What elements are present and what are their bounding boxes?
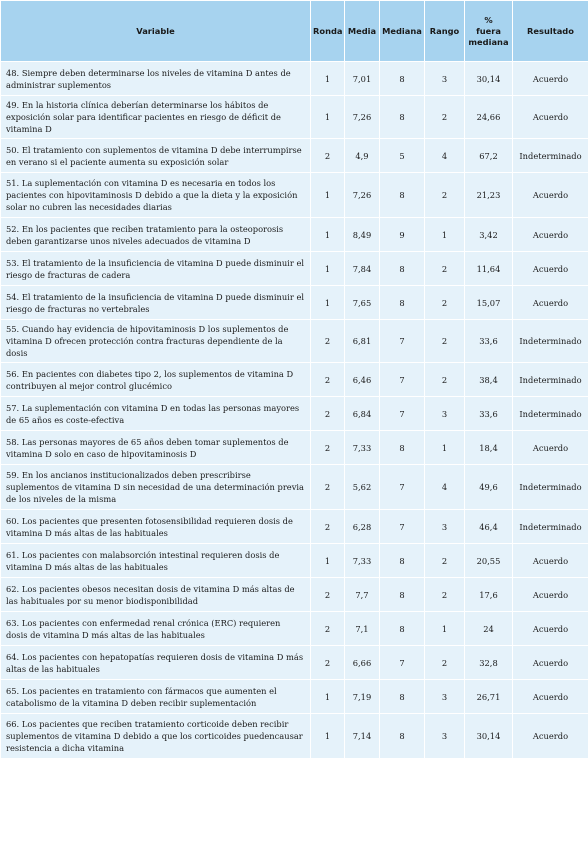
table-row bbox=[1, 286, 588, 320]
table-row bbox=[1, 714, 588, 759]
cell-pct-fuera-mediana: 18,4 bbox=[465, 431, 513, 465]
cell-variable: 56. En pacientes con diabetes tipo 2, los suplementos de vitamina D contribuyen al mejor control glucémico bbox=[1, 363, 311, 397]
cell-variable: 50. El tratamiento con suplementos de vitamina D debe interrumpirse en verano si el paciente aumenta su exposición solar bbox=[1, 139, 311, 173]
table-row bbox=[1, 578, 588, 612]
cell-pct-fuera-mediana: 24,66 bbox=[465, 96, 513, 139]
cell-resultado: Acuerdo bbox=[513, 218, 588, 252]
cell-media: 7,84 bbox=[345, 252, 380, 286]
table-row bbox=[1, 363, 588, 397]
cell-rango: 2 bbox=[425, 363, 465, 397]
table-row bbox=[1, 139, 588, 173]
cell-rango: 3 bbox=[425, 62, 465, 96]
cell-rango: 4 bbox=[425, 139, 465, 173]
header-variable: Variable bbox=[1, 1, 311, 62]
cell-ronda: 2 bbox=[311, 431, 345, 465]
cell-variable: 66. Los pacientes que reciben tratamiento corticoide deben recibir suplementos de vitamina D debido a que los corticoides puedencausar resistencia a dicha vitamina bbox=[1, 714, 311, 759]
cell-resultado: Acuerdo bbox=[513, 578, 588, 612]
cell-media: 7,14 bbox=[345, 714, 380, 759]
cell-variable: 59. En los ancianos institucionalizados deben prescribirse suplementos de vitamina D sin necesidad de una determinación previa de los niveles de la misma bbox=[1, 465, 311, 510]
header-row bbox=[1, 1, 588, 62]
cell-rango: 4 bbox=[425, 465, 465, 510]
cell-mediana: 8 bbox=[380, 431, 425, 465]
table-row bbox=[1, 510, 588, 544]
header-pct-line1: % bbox=[484, 14, 493, 25]
cell-ronda: 1 bbox=[311, 680, 345, 714]
cell-ronda: 1 bbox=[311, 252, 345, 286]
cell-mediana: 8 bbox=[380, 544, 425, 578]
cell-variable: 58. Las personas mayores de 65 años deben tomar suplementos de vitamina D solo en caso de hipovitaminosis D bbox=[1, 431, 311, 465]
cell-variable: 53. El tratamiento de la insuficiencia de vitamina D puede disminuir el riesgo de fracturas de cadera bbox=[1, 252, 311, 286]
table-row bbox=[1, 96, 588, 139]
cell-mediana: 8 bbox=[380, 680, 425, 714]
cell-variable: 65. Los pacientes en tratamiento con fármacos que aumenten el catabolismo de la vitamina D deben recibir suplementación bbox=[1, 680, 311, 714]
cell-rango: 3 bbox=[425, 397, 465, 431]
cell-pct-fuera-mediana: 38,4 bbox=[465, 363, 513, 397]
cell-rango: 2 bbox=[425, 286, 465, 320]
cell-ronda: 1 bbox=[311, 62, 345, 96]
cell-pct-fuera-mediana: 20,55 bbox=[465, 544, 513, 578]
cell-rango: 2 bbox=[425, 173, 465, 218]
cell-media: 7,33 bbox=[345, 544, 380, 578]
table-row bbox=[1, 252, 588, 286]
cell-pct-fuera-mediana: 15,07 bbox=[465, 286, 513, 320]
cell-rango: 2 bbox=[425, 320, 465, 363]
cell-rango: 2 bbox=[425, 252, 465, 286]
cell-rango: 2 bbox=[425, 578, 465, 612]
cell-rango: 3 bbox=[425, 714, 465, 759]
cell-ronda: 2 bbox=[311, 320, 345, 363]
cell-media: 8,49 bbox=[345, 218, 380, 252]
cell-media: 7,26 bbox=[345, 96, 380, 139]
cell-mediana: 8 bbox=[380, 96, 425, 139]
cell-variable: 52. En los pacientes que reciben tratamiento para la osteoporosis deben garantizarse unos niveles adecuados de vitamina D bbox=[1, 218, 311, 252]
cell-pct-fuera-mediana: 21,23 bbox=[465, 173, 513, 218]
cell-media: 6,81 bbox=[345, 320, 380, 363]
cell-ronda: 1 bbox=[311, 218, 345, 252]
cell-resultado: Acuerdo bbox=[513, 431, 588, 465]
cell-rango: 3 bbox=[425, 510, 465, 544]
table-header bbox=[1, 1, 588, 62]
cell-resultado: Acuerdo bbox=[513, 252, 588, 286]
cell-resultado: Indeterminado bbox=[513, 320, 588, 363]
cell-media: 6,84 bbox=[345, 397, 380, 431]
cell-ronda: 2 bbox=[311, 510, 345, 544]
cell-rango: 2 bbox=[425, 96, 465, 139]
cell-mediana: 9 bbox=[380, 218, 425, 252]
cell-pct-fuera-mediana: 33,6 bbox=[465, 397, 513, 431]
cell-ronda: 2 bbox=[311, 646, 345, 680]
table-body bbox=[1, 62, 588, 759]
cell-pct-fuera-mediana: 32,8 bbox=[465, 646, 513, 680]
header-media: Media bbox=[345, 1, 380, 62]
cell-rango: 1 bbox=[425, 218, 465, 252]
cell-media: 7,65 bbox=[345, 286, 380, 320]
cell-media: 6,28 bbox=[345, 510, 380, 544]
cell-resultado: Acuerdo bbox=[513, 612, 588, 646]
table-row bbox=[1, 320, 588, 363]
cell-ronda: 1 bbox=[311, 544, 345, 578]
cell-rango: 2 bbox=[425, 544, 465, 578]
cell-mediana: 5 bbox=[380, 139, 425, 173]
cell-pct-fuera-mediana: 24 bbox=[465, 612, 513, 646]
cell-pct-fuera-mediana: 26,71 bbox=[465, 680, 513, 714]
cell-ronda: 1 bbox=[311, 286, 345, 320]
header-ronda: Ronda bbox=[311, 1, 345, 62]
cell-variable: 63. Los pacientes con enfermedad renal crónica (ERC) requieren dosis de vitamina D más altas de las habituales bbox=[1, 612, 311, 646]
cell-variable: 51. La suplementación con vitamina D es necesaria en todos los pacientes con hipovitaminosis D debido a que la dieta y la exposición solar no cubren las necesidades diarias bbox=[1, 173, 311, 218]
cell-ronda: 2 bbox=[311, 397, 345, 431]
cell-media: 7,7 bbox=[345, 578, 380, 612]
cell-ronda: 2 bbox=[311, 612, 345, 646]
cell-pct-fuera-mediana: 33,6 bbox=[465, 320, 513, 363]
cell-resultado: Acuerdo bbox=[513, 173, 588, 218]
cell-mediana: 8 bbox=[380, 612, 425, 646]
cell-variable: 62. Los pacientes obesos necesitan dosis de vitamina D más altas de las habituales por su menor biodisponibilidad bbox=[1, 578, 311, 612]
header-rango: Rango bbox=[425, 1, 465, 62]
table-row bbox=[1, 218, 588, 252]
cell-mediana: 7 bbox=[380, 363, 425, 397]
cell-media: 7,01 bbox=[345, 62, 380, 96]
cell-media: 6,46 bbox=[345, 363, 380, 397]
cell-variable: 48. Siempre deben determinarse los niveles de vitamina D antes de administrar suplementos bbox=[1, 62, 311, 96]
cell-media: 4,9 bbox=[345, 139, 380, 173]
cell-variable: 54. El tratamiento de la insuficiencia de vitamina D puede disminuir el riesgo de fracturas no vertebrales bbox=[1, 286, 311, 320]
cell-rango: 3 bbox=[425, 680, 465, 714]
cell-mediana: 7 bbox=[380, 465, 425, 510]
cell-variable: 64. Los pacientes con hepatopatías requieren dosis de vitamina D más altas de las habituales bbox=[1, 646, 311, 680]
cell-mediana: 7 bbox=[380, 320, 425, 363]
cell-media: 5,62 bbox=[345, 465, 380, 510]
cell-resultado: Indeterminado bbox=[513, 363, 588, 397]
cell-resultado: Acuerdo bbox=[513, 646, 588, 680]
cell-ronda: 1 bbox=[311, 714, 345, 759]
cell-ronda: 2 bbox=[311, 139, 345, 173]
cell-pct-fuera-mediana: 67,2 bbox=[465, 139, 513, 173]
cell-resultado: Acuerdo bbox=[513, 96, 588, 139]
cell-ronda: 2 bbox=[311, 363, 345, 397]
cell-pct-fuera-mediana: 46,4 bbox=[465, 510, 513, 544]
table-row bbox=[1, 612, 588, 646]
cell-mediana: 8 bbox=[380, 714, 425, 759]
cell-resultado: Indeterminado bbox=[513, 510, 588, 544]
cell-pct-fuera-mediana: 30,14 bbox=[465, 714, 513, 759]
table-row bbox=[1, 173, 588, 218]
cell-pct-fuera-mediana: 49,6 bbox=[465, 465, 513, 510]
cell-variable: 57. La suplementación con vitamina D en todas las personas mayores de 65 años es coste-efectiva bbox=[1, 397, 311, 431]
cell-ronda: 2 bbox=[311, 578, 345, 612]
cell-resultado: Acuerdo bbox=[513, 544, 588, 578]
cell-mediana: 8 bbox=[380, 578, 425, 612]
table-row bbox=[1, 431, 588, 465]
header-pct-line3: mediana bbox=[468, 36, 509, 47]
cell-resultado: Acuerdo bbox=[513, 680, 588, 714]
cell-media: 7,26 bbox=[345, 173, 380, 218]
cell-mediana: 7 bbox=[380, 646, 425, 680]
cell-pct-fuera-mediana: 17,6 bbox=[465, 578, 513, 612]
cell-media: 7,33 bbox=[345, 431, 380, 465]
cell-mediana: 7 bbox=[380, 397, 425, 431]
table-row bbox=[1, 544, 588, 578]
cell-media: 6,66 bbox=[345, 646, 380, 680]
header-pct-fuera-mediana bbox=[465, 1, 513, 62]
cell-resultado: Acuerdo bbox=[513, 286, 588, 320]
cell-mediana: 8 bbox=[380, 286, 425, 320]
table-row bbox=[1, 465, 588, 510]
table-row bbox=[1, 397, 588, 431]
cell-pct-fuera-mediana: 3,42 bbox=[465, 218, 513, 252]
cell-resultado: Acuerdo bbox=[513, 714, 588, 759]
cell-ronda: 1 bbox=[311, 96, 345, 139]
cell-rango: 1 bbox=[425, 431, 465, 465]
cell-variable: 60. Los pacientes que presenten fotosensibilidad requieren dosis de vitamina D más altas de las habituales bbox=[1, 510, 311, 544]
table-row bbox=[1, 680, 588, 714]
cell-resultado: Indeterminado bbox=[513, 397, 588, 431]
cell-resultado: Indeterminado bbox=[513, 139, 588, 173]
cell-pct-fuera-mediana: 30,14 bbox=[465, 62, 513, 96]
cell-rango: 2 bbox=[425, 646, 465, 680]
cell-variable: 61. Los pacientes con malabsorción intestinal requieren dosis de vitamina D más altas de las habituales bbox=[1, 544, 311, 578]
header-resultado: Resultado bbox=[513, 1, 588, 62]
cell-variable: 49. En la historia clínica deberían determinarse los hábitos de exposición solar para identificar pacientes en riesgo de déficit de vitamina D bbox=[1, 96, 311, 139]
header-pct-line2: fuera bbox=[476, 25, 501, 36]
cell-rango: 1 bbox=[425, 612, 465, 646]
cell-ronda: 2 bbox=[311, 465, 345, 510]
cell-media: 7,1 bbox=[345, 612, 380, 646]
cell-mediana: 7 bbox=[380, 510, 425, 544]
cell-ronda: 1 bbox=[311, 173, 345, 218]
cell-variable: 55. Cuando hay evidencia de hipovitaminosis D los suplementos de vitamina D ofrecen protección contra fracturas dependiente de la dosis bbox=[1, 320, 311, 363]
cell-media: 7,19 bbox=[345, 680, 380, 714]
cell-mediana: 8 bbox=[380, 173, 425, 218]
header-mediana: Mediana bbox=[380, 1, 425, 62]
cell-mediana: 8 bbox=[380, 62, 425, 96]
table-row bbox=[1, 646, 588, 680]
cell-pct-fuera-mediana: 11,64 bbox=[465, 252, 513, 286]
cell-resultado: Acuerdo bbox=[513, 62, 588, 96]
table-row bbox=[1, 62, 588, 96]
cell-resultado: Indeterminado bbox=[513, 465, 588, 510]
cell-mediana: 8 bbox=[380, 252, 425, 286]
